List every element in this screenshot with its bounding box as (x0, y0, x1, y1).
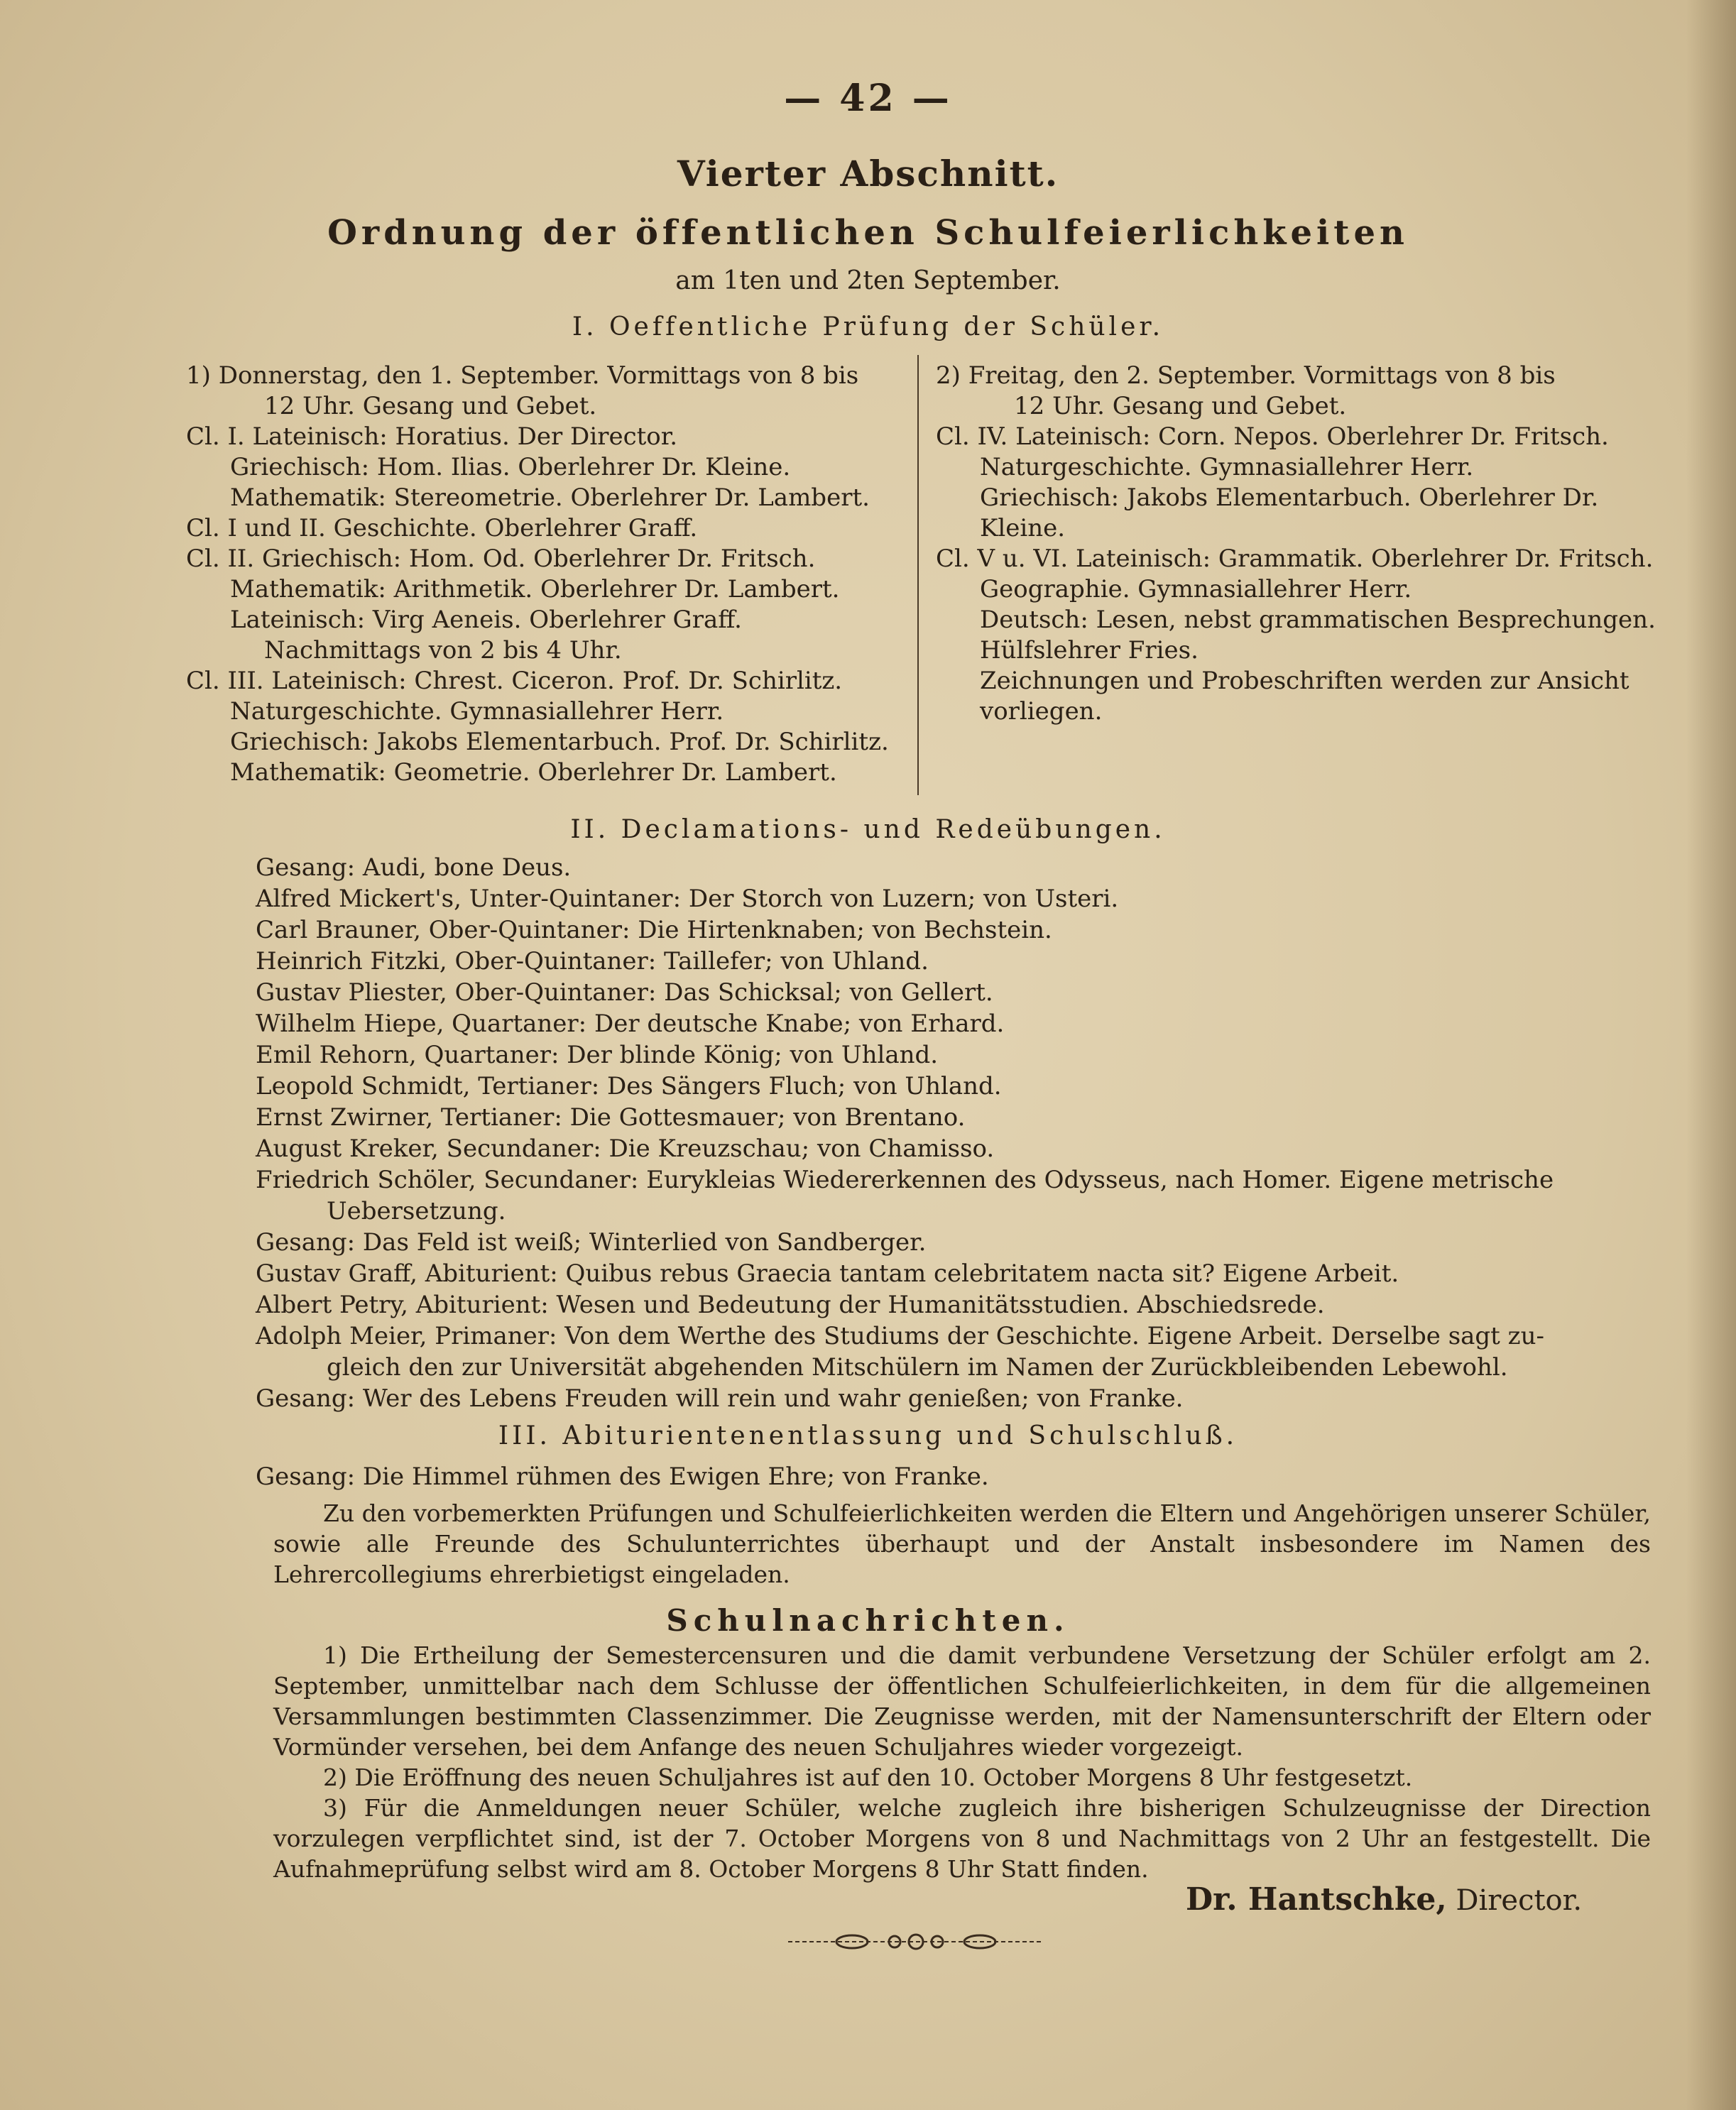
part3-song: Gesang: Die Himmel rühmen des Ewigen Ehre; von Franke. (256, 1463, 989, 1491)
right-column (936, 361, 1656, 727)
declamation-line: Friedrich Schöler, Secundaner: Eurykleias Wiedererkennen des Odysseus, nach Homer. Eigene metrische (256, 1166, 1554, 1194)
declamation-line: Gesang: Das Feld ist weiß; Winterlied von Sandberger. (256, 1228, 927, 1257)
declamation-line: Gustav Pliester, Ober-Quintaner: Das Schicksal; von Gellert. (256, 978, 993, 1007)
declamation-line: Uebersetzung. (327, 1197, 506, 1225)
page-number: — 42 — (784, 77, 952, 120)
right-line: 12 Uhr. Gesang und Gebet. (1014, 392, 1347, 420)
news-title: Schulnachrichten. (666, 1603, 1070, 1638)
part2-title: II. Declamations- und Redeübungen. (570, 815, 1166, 844)
declamation-line: Albert Petry, Abiturient: Wesen und Bedeutung der Humanitätsstudien. Abschiedsrede. (256, 1291, 1325, 1319)
left-column (186, 361, 889, 788)
left-line: Mathematik: Stereometrie. Oberlehrer Dr. Lambert. (230, 483, 870, 512)
news-item: 2) Die Eröffnung des neuen Schuljahres ist auf den 10. October Morgens 8 Uhr festgesetzt. (323, 1764, 1413, 1791)
left-line: 12 Uhr. Gesang und Gebet. (264, 392, 597, 420)
declamation-line: Heinrich Fitzki, Ober-Quintaner: Taillefer; von Uhland. (256, 947, 929, 975)
declamation-line: Gesang: Audi, bone Deus. (256, 853, 572, 882)
right-line: Cl. IV. Lateinisch: Corn. Nepos. Oberlehrer Dr. Fritsch. (936, 422, 1609, 451)
right-line: Geographie. Gymnasiallehrer Herr. (980, 575, 1412, 603)
left-line: Cl. I und II. Geschichte. Oberlehrer Graff. (186, 514, 698, 542)
order-title: Ordnung der öffentlichen Schulfeierlichkeiten (327, 213, 1409, 253)
section-title: Vierter Abschnitt. (677, 153, 1059, 195)
declamation-line: Leopold Schmidt, Tertianer: Des Sängers Fluch; von Uhland. (256, 1072, 1002, 1100)
part1-title: I. Oeffentliche Prüfung der Schüler. (572, 312, 1164, 341)
right-line: Naturgeschichte. Gymnasiallehrer Herr. (980, 453, 1474, 481)
declamation-line: Gustav Graff, Abiturient: Quibus rebus Graecia tantam celebritatem nacta sit? Eigene Arbeit. (256, 1259, 1399, 1288)
ornament-divider (788, 1931, 1044, 1952)
invitation-paragraph (273, 1498, 1651, 1590)
news-item: 1) Die Ertheilung der Semestercensuren und die damit verbundene Versetzung der Schüler erfolgt am 2. September, unmittelbar nach dem Schlusse der öffentlichen Schulfeierlichkeiten, in dem für die allgemeinen Versammlungen bestimmten Classenzimmer. Die Zeugnisse werden, mit der Namensunterschrift der Eltern oder Vormünder versehen, bei dem Anfange des neuen Schuljahres wieder vorgezeigt. (273, 1641, 1651, 1761)
left-line: Cl. I. Lateinisch: Horatius. Der Director. (186, 422, 678, 451)
right-line: Deutsch: Lesen, nebst grammatischen Besprechungen. (980, 606, 1656, 634)
right-line: Hülfslehrer Fries. (980, 636, 1199, 665)
left-line: Mathematik: Geometrie. Oberlehrer Dr. Lambert. (230, 758, 837, 787)
right-line: vorliegen. (980, 697, 1103, 726)
right-line: Kleine. (980, 514, 1066, 542)
declamation-line: Ernst Zwirner, Tertianer: Die Gottesmauer; von Brentano. (256, 1103, 966, 1132)
declamation-line: Wilhelm Hiepe, Quartaner: Der deutsche Knabe; von Erhard. (256, 1010, 1005, 1038)
signature-role: Director. (1456, 1884, 1583, 1917)
declamation-line: Carl Brauner, Ober-Quintaner: Die Hirtenknaben; von Bechstein. (256, 916, 1052, 944)
column-divider (917, 355, 919, 795)
left-line: Nachmittags von 2 bis 4 Uhr. (264, 636, 622, 665)
declamation-line: gleich den zur Universität abgehenden Mitschülern im Namen der Zurückbleibenden Lebewohl. (327, 1353, 1508, 1382)
right-line: Cl. V u. VI. Lateinisch: Grammatik. Oberlehrer Dr. Fritsch. (936, 545, 1654, 573)
left-line: Griechisch: Jakobs Elementarbuch. Prof. Dr. Schirlitz. (230, 728, 889, 756)
declamation-line: Gesang: Wer des Lebens Freuden will rein und wahr genießen; von Franke. (256, 1384, 1184, 1413)
left-line: 1) Donnerstag, den 1. September. Vormittags von 8 bis (186, 361, 859, 390)
signature (1186, 1881, 1582, 1918)
right-line: Zeichnungen und Probeschriften werden zur Ansicht (980, 667, 1629, 695)
declamation-line: August Kreker, Secundaner: Die Kreuzschau; von Chamisso. (256, 1135, 995, 1163)
declamation-line: Alfred Mickert's, Unter-Quintaner: Der Storch von Luzern; von Usteri. (256, 885, 1119, 913)
dates-line: am 1ten und 2ten September. (675, 266, 1061, 295)
declamation-line: Adolph Meier, Primaner: Von dem Werthe des Studiums der Geschichte. Eigene Arbeit. Derselbe sagt zu- (256, 1322, 1544, 1350)
left-line: Lateinisch: Virg Aeneis. Oberlehrer Graff. (230, 606, 742, 634)
left-line: Cl. III. Lateinisch: Chrest. Ciceron. Prof. Dr. Schirlitz. (186, 667, 843, 695)
declamation-line: Emil Rehorn, Quartaner: Der blinde König; von Uhland. (256, 1041, 939, 1069)
left-line: Cl. II. Griechisch: Hom. Od. Oberlehrer Dr. Fritsch. (186, 545, 816, 573)
declamations-list (256, 852, 1554, 1414)
left-line: Griechisch: Hom. Ilias. Oberlehrer Dr. Kleine. (230, 453, 791, 481)
invitation-text: Zu den vorbemerkten Prüfungen und Schulfeierlichkeiten werden die Eltern und Angehörigen unserer Schüler, sowie alle Freunde des Schulunterrichtes überhaupt und der Anstalt insbesondere im Namen des Lehrercollegiums ehrerbietigst eingeladen. (273, 1499, 1651, 1588)
left-line: Naturgeschichte. Gymnasiallehrer Herr. (230, 697, 724, 726)
part3-title: III. Abiturientenentlassung und Schulschluß. (498, 1421, 1238, 1450)
news-paragraphs (273, 1640, 1651, 1884)
news-item: 3) Für die Anmeldungen neuer Schüler, welche zugleich ihre bisherigen Schulzeugnisse der Direction vorzulegen verpflichtet sind, ist der 7. October Morgens von 8 und Nachmittags von 2 Uhr an festgestellt. Die Aufnahmeprüfung selbst wird am 8. October Morgens 8 Uhr Statt finden. (273, 1794, 1651, 1883)
right-line: 2) Freitag, den 2. September. Vormittags von 8 bis (936, 361, 1556, 390)
right-line: Griechisch: Jakobs Elementarbuch. Oberlehrer Dr. (980, 483, 1599, 512)
signature-name: Dr. Hantschke, (1186, 1881, 1447, 1918)
left-line: Mathematik: Arithmetik. Oberlehrer Dr. Lambert. (230, 575, 840, 603)
